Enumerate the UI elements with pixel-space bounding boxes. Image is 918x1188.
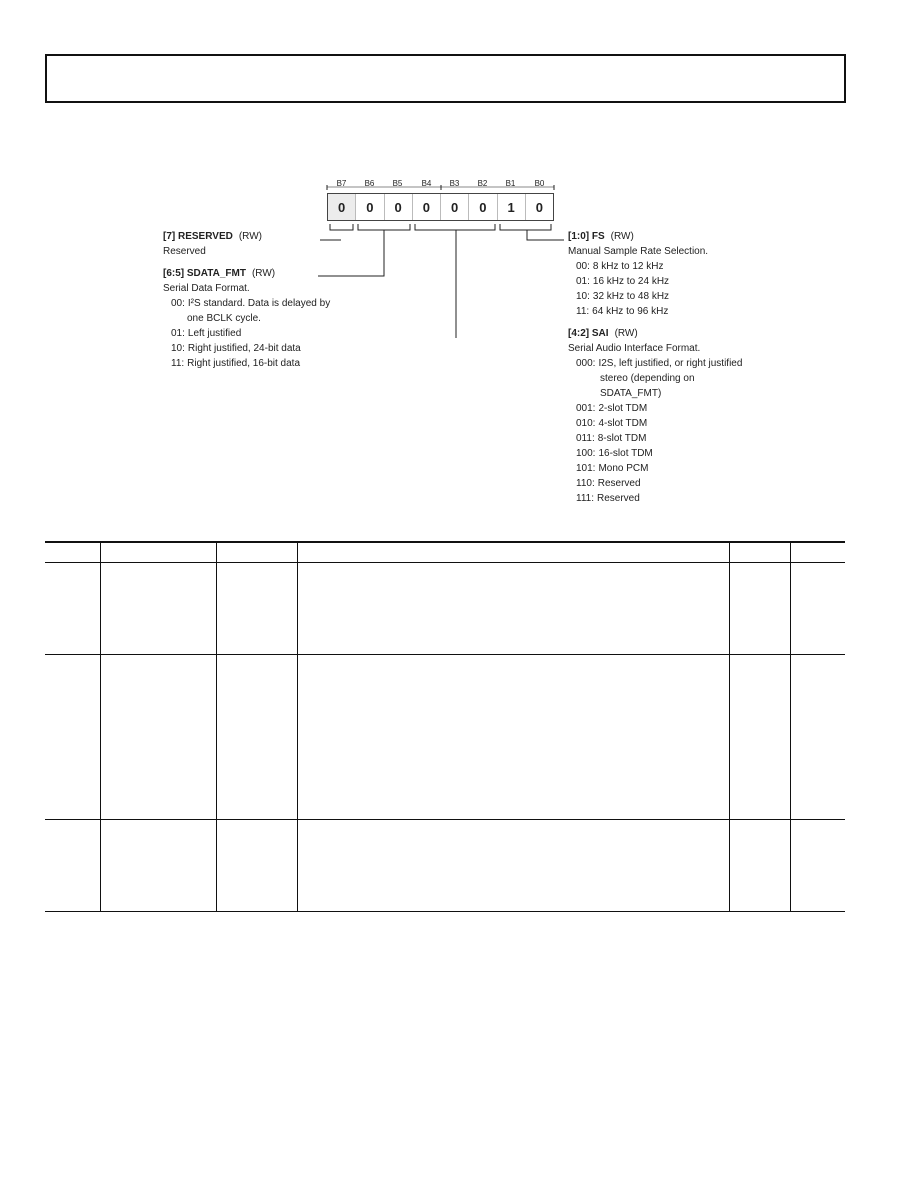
- table-cell: [791, 820, 846, 912]
- table-header-cell: [217, 542, 298, 563]
- option-item: 00: 8 kHz to 12 kHz: [576, 261, 664, 272]
- option-item: 01: 16 kHz to 24 kHz: [576, 276, 670, 287]
- option-item: 00: I²S standard. Data is delayed by: [171, 298, 331, 309]
- option-item: 10: Right justified, 24-bit data: [171, 343, 301, 354]
- table-header-cell: [730, 542, 791, 563]
- field-title: [1:0] FS (RW): [568, 231, 634, 242]
- field-sdata-fmt: [163, 266, 330, 371]
- table-header-cell: [298, 542, 730, 563]
- table-cell: [101, 655, 217, 820]
- bit-cell-b4: 0: [413, 194, 441, 220]
- option-item: 111: Reserved: [576, 493, 640, 504]
- option-item-continued: SDATA_FMT): [600, 388, 662, 399]
- option-item: 11: 64 kHz to 96 kHz: [576, 306, 669, 317]
- option-item: 010: 4-slot TDM: [576, 418, 648, 429]
- table-cell: [298, 655, 730, 820]
- option-item: 11: Right justified, 16-bit data: [171, 358, 301, 369]
- table-header-cell: [101, 542, 217, 563]
- table-cell: [101, 563, 217, 655]
- bit-label: B2: [477, 179, 488, 188]
- bit-cell-b2: 0: [469, 194, 497, 220]
- table-cell: [217, 820, 298, 912]
- table-header-cell: [791, 542, 846, 563]
- field-title: [7] RESERVED (RW): [163, 231, 262, 242]
- table-row: [45, 820, 845, 912]
- table-cell: [45, 563, 101, 655]
- bit-label: B0: [534, 179, 545, 188]
- field-description: Manual Sample Rate Selection.: [568, 246, 709, 257]
- table-cell: [101, 820, 217, 912]
- option-item: 01: Left justified: [171, 328, 242, 339]
- table-row: [45, 563, 845, 655]
- table-header-row: [45, 542, 845, 563]
- bit-cell-b5: 0: [385, 194, 413, 220]
- register-table: [45, 541, 845, 912]
- field-description: Serial Data Format.: [163, 283, 250, 294]
- option-item: 000: I2S, left justified, or right justified: [576, 358, 743, 369]
- option-item: 101: Mono PCM: [576, 463, 649, 474]
- field-fs: [568, 229, 708, 319]
- table-cell: [730, 563, 791, 655]
- field-title: [6:5] SDATA_FMT (RW): [163, 268, 276, 279]
- table-cell: [217, 655, 298, 820]
- bit-label: B3: [449, 179, 460, 188]
- bit-label: B4: [421, 179, 432, 188]
- field-description: Serial Audio Interface Format.: [568, 343, 701, 354]
- bit-label: B6: [364, 179, 375, 188]
- bit-label: B1: [505, 179, 516, 188]
- field-reserved: [163, 229, 262, 259]
- table-cell: [791, 563, 846, 655]
- table-cell: [45, 820, 101, 912]
- bit-label: B7: [336, 179, 347, 188]
- table-cell: [791, 655, 846, 820]
- table-header-cell: [45, 542, 101, 563]
- field-connector-lines: [0, 0, 918, 560]
- option-item: 100: 16-slot TDM: [576, 448, 653, 459]
- bit-label: B5: [392, 179, 403, 188]
- table-cell: [298, 820, 730, 912]
- bit-cell-b0: 0: [535, 199, 543, 215]
- field-title: [4:2] SAI (RW): [568, 328, 638, 339]
- field-description: Reserved: [163, 246, 206, 257]
- table-row: [45, 655, 845, 820]
- option-item-continued: stereo (depending on: [600, 373, 695, 384]
- option-item: 011: 8-slot TDM: [576, 433, 647, 444]
- bit-cell-b7: 0: [328, 194, 356, 220]
- table-cell: [730, 655, 791, 820]
- bit-cell-b6: 0: [356, 194, 384, 220]
- option-item: 001: 2-slot TDM: [576, 403, 648, 414]
- table-cell: [45, 655, 101, 820]
- table-cell: [217, 563, 298, 655]
- bit-cell-b1: 1: [498, 194, 526, 220]
- table-cell: [730, 820, 791, 912]
- field-sai: [568, 326, 742, 506]
- option-item: 110: Reserved: [576, 478, 641, 489]
- option-item: 10: 32 kHz to 48 kHz: [576, 291, 670, 302]
- option-item-continued: one BCLK cycle.: [187, 313, 261, 324]
- bit-cell-b3: 0: [441, 194, 469, 220]
- table-cell: [298, 563, 730, 655]
